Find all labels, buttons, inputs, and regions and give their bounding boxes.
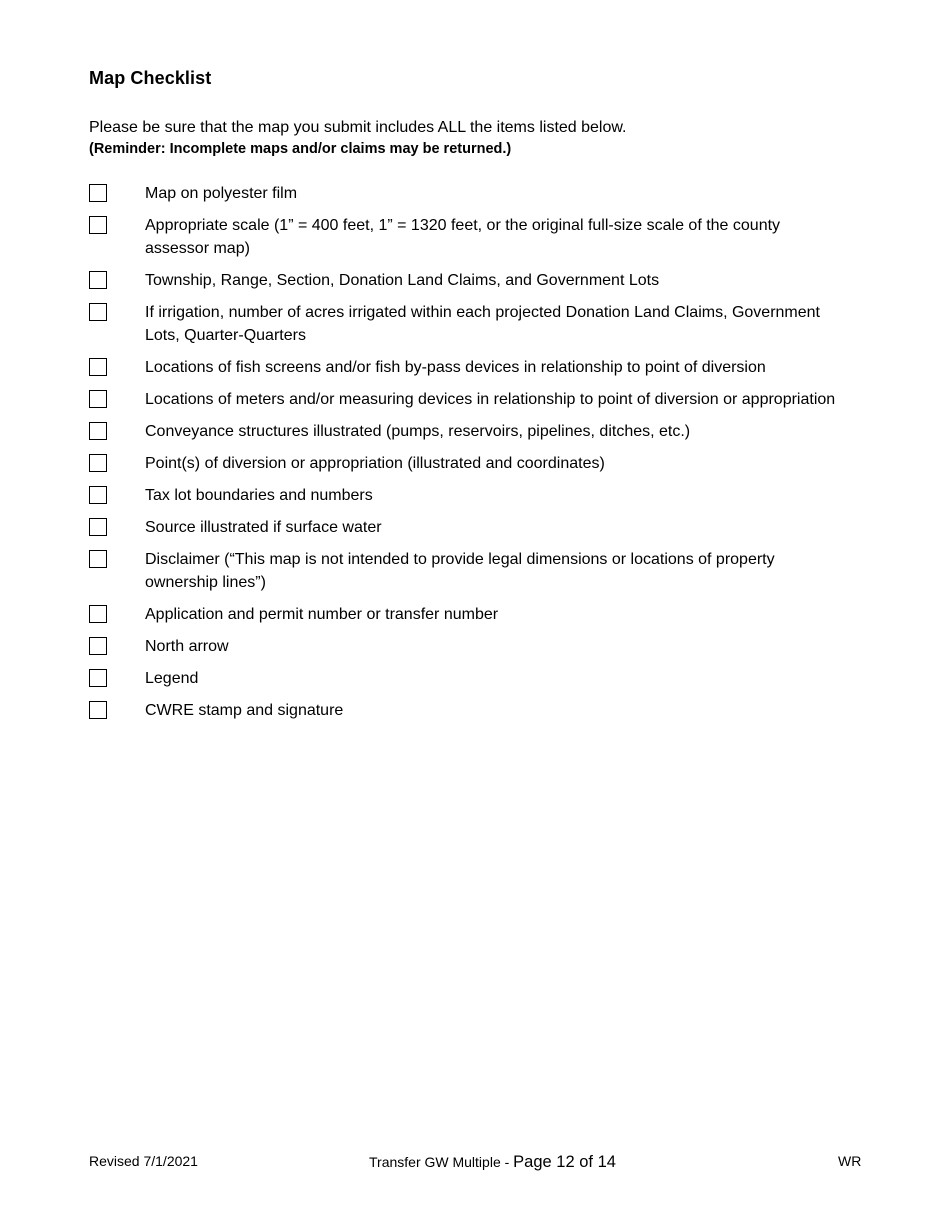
checklist-item-label: North arrow bbox=[145, 638, 229, 655]
checkbox[interactable] bbox=[89, 184, 107, 202]
checklist-item bbox=[89, 603, 849, 626]
checklist-item-label: Source illustrated if surface water bbox=[145, 519, 382, 536]
checklist-item-label: Legend bbox=[145, 670, 199, 687]
checklist-item bbox=[89, 548, 849, 594]
footer-form-name: Transfer GW Multiple - bbox=[369, 1154, 514, 1170]
checklist-item bbox=[89, 301, 849, 347]
checklist-item-label: Application and permit number or transfer number bbox=[145, 606, 499, 623]
checklist-item bbox=[89, 484, 849, 507]
checkbox[interactable] bbox=[89, 454, 107, 472]
page-title: Map Checklist bbox=[89, 68, 212, 88]
checkbox[interactable] bbox=[89, 518, 107, 536]
checkbox[interactable] bbox=[89, 216, 107, 234]
checkbox[interactable] bbox=[89, 550, 107, 568]
checklist-item-label: Appropriate scale (1” = 400 feet, 1” = 1320 feet, or the original full-size scale of the county assessor map) bbox=[145, 217, 781, 257]
checklist-item bbox=[89, 356, 849, 379]
checklist-item-label: If irrigation, number of acres irrigated within each projected Donation Land Claims, Government Lots, Quarter-Quarters bbox=[145, 304, 820, 344]
checklist-item-label: CWRE stamp and signature bbox=[145, 702, 344, 719]
checklist-item bbox=[89, 269, 849, 292]
checkbox[interactable] bbox=[89, 358, 107, 376]
checklist-item-label: Locations of fish screens and/or fish by-pass devices in relationship to point of diversion bbox=[145, 359, 766, 376]
checklist-item-label: Conveyance structures illustrated (pumps, reservoirs, pipelines, ditches, etc.) bbox=[145, 423, 691, 440]
checkbox[interactable] bbox=[89, 486, 107, 504]
footer-revised-date: Revised 7/1/2021 bbox=[89, 1153, 198, 1169]
map-checklist bbox=[89, 182, 849, 731]
checklist-item-label: Disclaimer (“This map is not intended to provide legal dimensions or locations of property ownership lines”) bbox=[145, 551, 775, 591]
checkbox[interactable] bbox=[89, 669, 107, 687]
checkbox[interactable] bbox=[89, 422, 107, 440]
checklist-item bbox=[89, 388, 849, 411]
footer-page-number: Page 12 of 14 bbox=[513, 1153, 616, 1171]
checkbox[interactable] bbox=[89, 637, 107, 655]
checklist-item bbox=[89, 452, 849, 475]
checkbox[interactable] bbox=[89, 390, 107, 408]
reminder-text: (Reminder: Incomplete maps and/or claims may be returned.) bbox=[89, 141, 512, 157]
checklist-item bbox=[89, 214, 849, 260]
checklist-item-label: Township, Range, Section, Donation Land Claims, and Government Lots bbox=[145, 272, 660, 289]
intro-text: Please be sure that the map you submit includes ALL the items listed below. bbox=[89, 119, 627, 136]
checklist-item bbox=[89, 420, 849, 443]
footer-code: WR bbox=[838, 1153, 862, 1169]
checklist-item bbox=[89, 516, 849, 539]
checklist-item bbox=[89, 667, 849, 690]
checklist-item bbox=[89, 635, 849, 658]
checklist-item-label: Point(s) of diversion or appropriation (illustrated and coordinates) bbox=[145, 455, 605, 472]
checklist-item-label: Locations of meters and/or measuring devices in relationship to point of diversion or appropriation bbox=[145, 391, 836, 408]
checkbox[interactable] bbox=[89, 271, 107, 289]
checklist-item bbox=[89, 182, 849, 205]
checklist-item bbox=[89, 699, 849, 722]
checklist-item-label: Tax lot boundaries and numbers bbox=[145, 487, 373, 504]
footer-form-info bbox=[369, 1153, 616, 1172]
checklist-item-label: Map on polyester film bbox=[145, 185, 298, 202]
checkbox[interactable] bbox=[89, 303, 107, 321]
checkbox[interactable] bbox=[89, 701, 107, 719]
checkbox[interactable] bbox=[89, 605, 107, 623]
